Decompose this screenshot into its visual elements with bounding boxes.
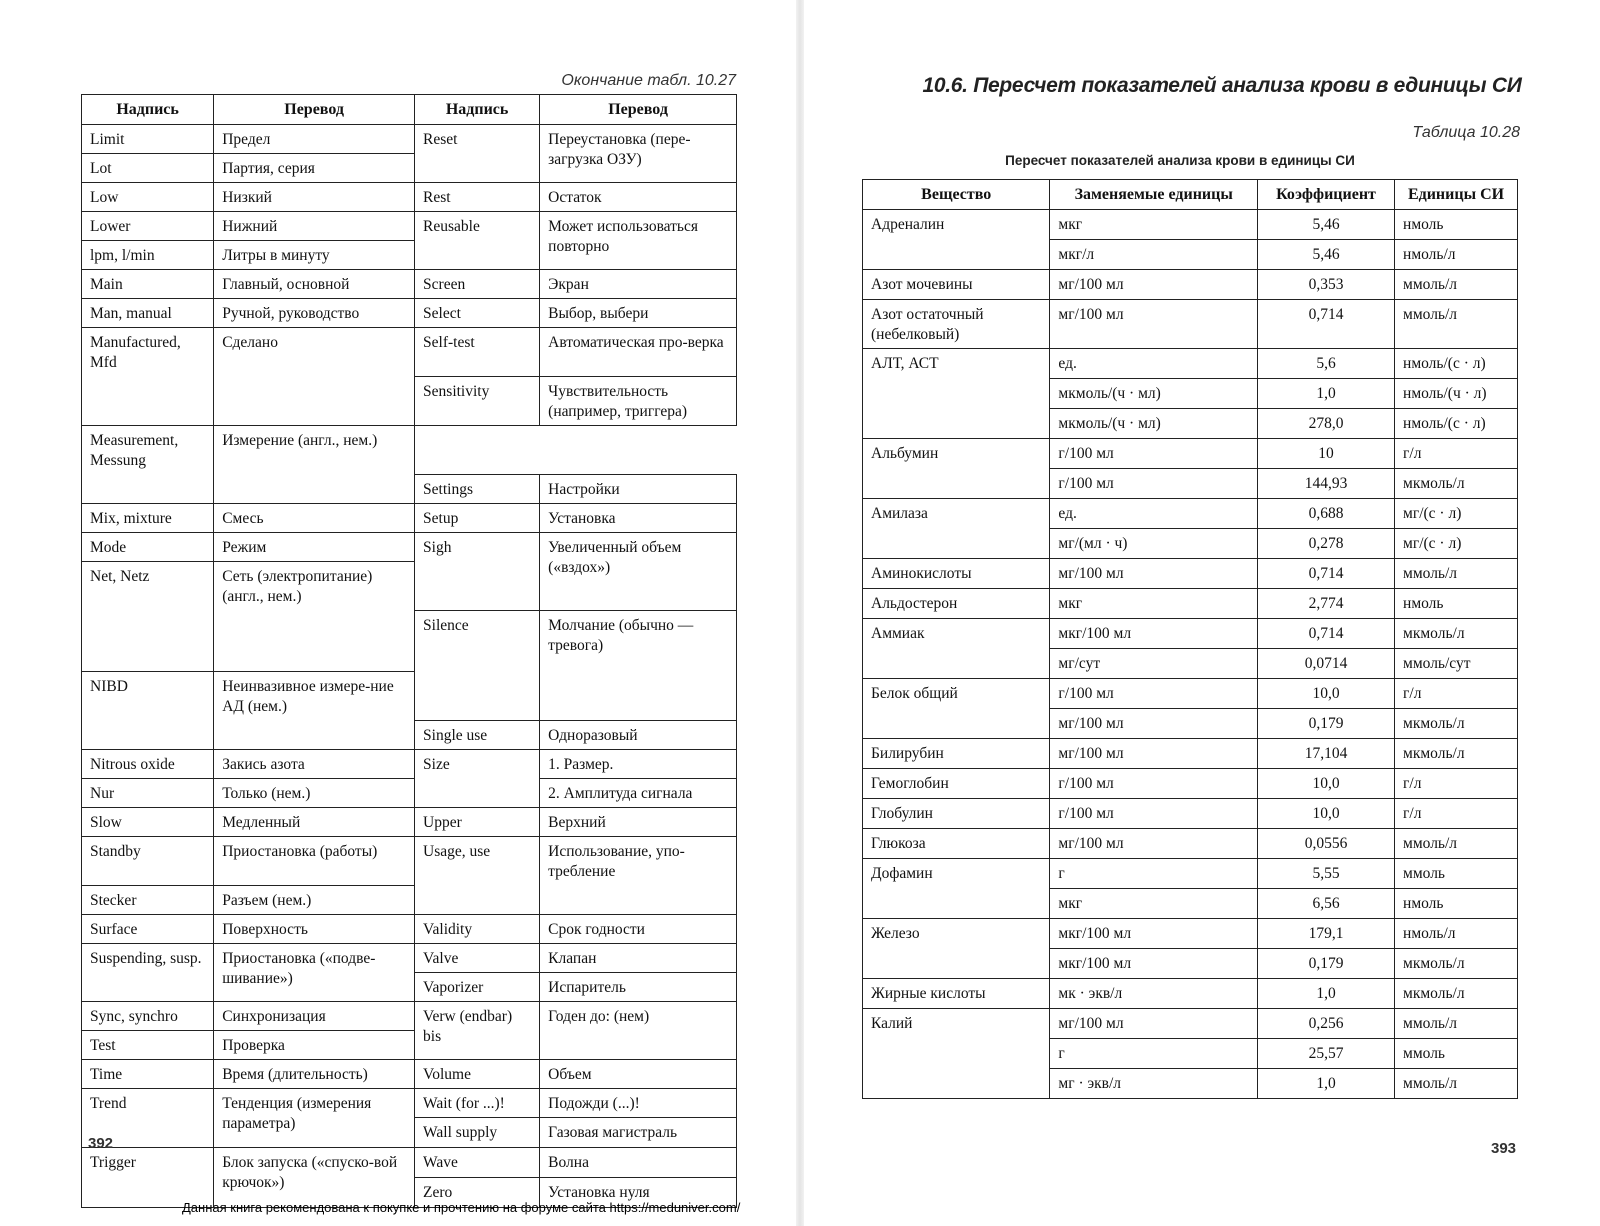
coefficient: 0,714 — [1258, 619, 1395, 649]
replaced-unit: мг/100 мл — [1050, 270, 1258, 300]
table-row — [863, 1009, 1518, 1039]
substance-name: Глобулин — [863, 799, 1050, 829]
coefficient: 0,688 — [1258, 499, 1395, 529]
coefficient: 25,57 — [1258, 1039, 1395, 1069]
term-label: Rest — [415, 183, 540, 212]
replaced-unit: мкмоль/(ч · мл) — [1050, 409, 1258, 439]
term-label: Manufactured, Mfd — [82, 328, 214, 426]
term-translation: Использование, упо-требление — [540, 837, 737, 915]
replaced-unit: мкг/100 мл — [1050, 949, 1258, 979]
table-row — [863, 300, 1518, 349]
substance-name: Жирные кислоты — [863, 979, 1050, 1009]
term-translation: 2. Амплитуда сигнала — [540, 779, 737, 808]
term-label: Time — [82, 1060, 214, 1089]
table-row — [863, 559, 1518, 589]
term-label: Volume — [415, 1060, 540, 1089]
table-row — [82, 299, 737, 328]
si-unit: г/л — [1395, 679, 1518, 709]
term-label: Validity — [415, 915, 540, 944]
replaced-unit: г — [1050, 859, 1258, 889]
term-translation: Блок запуска («спуско-вой крючок») — [214, 1148, 415, 1208]
coefficient: 179,1 — [1258, 919, 1395, 949]
term-translation: Только (нем.) — [214, 779, 415, 808]
replaced-unit: мг/100 мл — [1050, 829, 1258, 859]
term-translation: Испаритель — [540, 973, 737, 1002]
table-row — [82, 750, 737, 779]
term-label: Standby — [82, 837, 214, 886]
replaced-unit: мкмоль/(ч · мл) — [1050, 379, 1258, 409]
term-translation: Низкий — [214, 183, 415, 212]
substance-name: Азот мочевины — [863, 270, 1050, 300]
term-label: Single use — [415, 721, 540, 750]
replaced-unit: г/100 мл — [1050, 769, 1258, 799]
term-label: Setup — [415, 504, 540, 533]
coefficient: 0,278 — [1258, 529, 1395, 559]
si-unit: мг/(с · л) — [1395, 529, 1518, 559]
term-translation: Выбор, выбери — [540, 299, 737, 328]
table-row — [863, 499, 1518, 529]
term-label: Stecker — [82, 886, 214, 915]
coefficient: 0,714 — [1258, 300, 1395, 349]
header-translation-1: Перевод — [214, 95, 415, 125]
substance-name: АЛТ, АСТ — [863, 349, 1050, 439]
si-unit: ммоль/л — [1395, 1069, 1518, 1099]
coefficient: 2,774 — [1258, 589, 1395, 619]
term-translation: Остаток — [540, 183, 737, 212]
si-unit: нмоль/(с · л) — [1395, 409, 1518, 439]
si-unit: мкмоль/л — [1395, 619, 1518, 649]
term-label: Trigger — [82, 1148, 214, 1208]
term-label: Sensitivity — [415, 377, 540, 426]
replaced-unit: мг/(мл · ч) — [1050, 529, 1258, 559]
term-label: lpm, l/min — [82, 241, 214, 270]
table-row — [82, 779, 737, 808]
table-row — [82, 915, 737, 944]
page-number: 393 — [1491, 1140, 1517, 1157]
si-unit: нмоль — [1395, 210, 1518, 240]
si-conversion-table — [862, 179, 1518, 1099]
glossary-table — [81, 94, 737, 1208]
term-translation: Приостановка (работы) — [214, 837, 415, 886]
term-translation: Разъем (нем.) — [214, 886, 415, 915]
footer-note: Данная книга рекомендована к покупке и прочтению на форуме сайта https://meduniver.com/ — [182, 1200, 741, 1215]
coefficient: 1,0 — [1258, 379, 1395, 409]
term-translation: Срок годности — [540, 915, 737, 944]
si-unit: нмоль/(с · л) — [1395, 349, 1518, 379]
si-unit: ммоль/л — [1395, 270, 1518, 300]
coefficient: 5,46 — [1258, 210, 1395, 240]
header-translation-2: Перевод — [540, 95, 737, 125]
term-translation: Установка нуля — [540, 1178, 737, 1208]
substance-name: Азот остаточный (небелковый) — [863, 300, 1050, 349]
term-translation: Клапан — [540, 944, 737, 973]
coefficient: 0,256 — [1258, 1009, 1395, 1039]
coefficient: 0,0556 — [1258, 829, 1395, 859]
term-label: Net, Netz — [82, 562, 214, 672]
term-label: Vaporizer — [415, 973, 540, 1002]
table-row — [863, 619, 1518, 649]
term-translation: Литры в минуту — [214, 241, 415, 270]
term-label: Lower — [82, 212, 214, 241]
substance-name: Аммиак — [863, 619, 1050, 679]
term-label: Test — [82, 1031, 214, 1060]
replaced-unit: г/100 мл — [1050, 799, 1258, 829]
replaced-unit: г/100 мл — [1050, 679, 1258, 709]
si-unit: ммоль — [1395, 1039, 1518, 1069]
term-label: Select — [415, 299, 540, 328]
term-translation: Сеть (электропитание) (англ., нем.) — [214, 562, 415, 672]
table-row — [82, 328, 737, 377]
term-label: Suspending, susp. — [82, 944, 214, 1002]
table-row — [82, 504, 737, 533]
term-translation: Приостановка («подве-шивание») — [214, 944, 415, 1002]
table-row — [863, 769, 1518, 799]
table-row — [82, 270, 737, 299]
replaced-unit: мкг — [1050, 210, 1258, 240]
term-translation: 1. Размер. — [540, 750, 737, 779]
table-row — [82, 533, 737, 562]
term-translation: Автоматическая про-верка — [540, 328, 737, 377]
term-translation: Медленный — [214, 808, 415, 837]
si-unit: ммоль/л — [1395, 1009, 1518, 1039]
term-label: NIBD — [82, 672, 214, 750]
term-label: Self-test — [415, 328, 540, 377]
table-row — [863, 829, 1518, 859]
substance-name: Гемоглобин — [863, 769, 1050, 799]
term-translation: Тенденция (измерения параметра) — [214, 1089, 415, 1148]
table-row — [863, 859, 1518, 889]
term-label: Sync, synchro — [82, 1002, 214, 1031]
replaced-unit: мг/100 мл — [1050, 739, 1258, 769]
term-label: Verw (endbar) bis — [415, 1002, 540, 1060]
table-row — [863, 270, 1518, 300]
header-replaced-units: Заменяемые единицы — [1050, 180, 1258, 210]
coefficient: 0,179 — [1258, 949, 1395, 979]
term-translation: Установка — [540, 504, 737, 533]
table-row — [863, 439, 1518, 469]
header-label-2: Надпись — [415, 95, 540, 125]
term-label: Limit — [82, 125, 214, 154]
si-unit: ммоль/л — [1395, 559, 1518, 589]
coefficient: 10,0 — [1258, 679, 1395, 709]
table-row — [82, 944, 737, 973]
si-unit: г/л — [1395, 439, 1518, 469]
term-label: Screen — [415, 270, 540, 299]
term-translation: Нижний — [214, 212, 415, 241]
table-row — [82, 426, 737, 475]
term-translation: Синхронизация — [214, 1002, 415, 1031]
coefficient: 10,0 — [1258, 799, 1395, 829]
term-label: Nitrous oxide — [82, 750, 214, 779]
term-translation: Проверка — [214, 1031, 415, 1060]
table-continuation-caption: Окончание табл. 10.27 — [561, 72, 736, 89]
term-label: Sigh — [415, 533, 540, 611]
term-label: Surface — [82, 915, 214, 944]
replaced-unit: мг/сут — [1050, 649, 1258, 679]
term-translation: Молчание (обычно — тревога) — [540, 611, 737, 721]
term-translation: Измерение (англ., нем.) — [214, 426, 415, 504]
coefficient: 0,353 — [1258, 270, 1395, 300]
si-unit: мкмоль/л — [1395, 979, 1518, 1009]
term-translation: Поверхность — [214, 915, 415, 944]
substance-name: Билирубин — [863, 739, 1050, 769]
coefficient: 5,46 — [1258, 240, 1395, 270]
coefficient: 0,179 — [1258, 709, 1395, 739]
coefficient: 0,714 — [1258, 559, 1395, 589]
table-row — [82, 1002, 737, 1031]
substance-name: Аминокислоты — [863, 559, 1050, 589]
coefficient: 17,104 — [1258, 739, 1395, 769]
si-unit: ммоль — [1395, 859, 1518, 889]
term-label: Main — [82, 270, 214, 299]
header-label-1: Надпись — [82, 95, 214, 125]
term-translation: Экран — [540, 270, 737, 299]
term-label: Slow — [82, 808, 214, 837]
term-label: Reset — [415, 125, 540, 183]
term-translation: Сделано — [214, 328, 415, 426]
replaced-unit: мг/100 мл — [1050, 1009, 1258, 1039]
term-label: Lot — [82, 154, 214, 183]
term-label: Mode — [82, 533, 214, 562]
si-unit: мг/(с · л) — [1395, 499, 1518, 529]
coefficient: 278,0 — [1258, 409, 1395, 439]
substance-name: Альбумин — [863, 439, 1050, 499]
term-translation: Смесь — [214, 504, 415, 533]
term-translation: Время (длительность) — [214, 1060, 415, 1089]
replaced-unit: мкг — [1050, 589, 1258, 619]
term-label: Valve — [415, 944, 540, 973]
si-unit: мкмоль/л — [1395, 739, 1518, 769]
term-label: Silence — [415, 611, 540, 721]
table-row — [82, 1089, 737, 1118]
replaced-unit: мг/100 мл — [1050, 300, 1258, 349]
si-unit: нмоль/л — [1395, 919, 1518, 949]
term-label: Usage, use — [415, 837, 540, 915]
coefficient: 1,0 — [1258, 1069, 1395, 1099]
coefficient: 1,0 — [1258, 979, 1395, 1009]
si-unit: нмоль/(ч · л) — [1395, 379, 1518, 409]
term-translation: Увеличенный объем («вздох») — [540, 533, 737, 611]
substance-name: Белок общий — [863, 679, 1050, 739]
term-translation: Газовая магистраль — [540, 1118, 737, 1148]
header-coefficient: Коэффициент — [1258, 180, 1395, 210]
replaced-unit: мкг/100 мл — [1050, 919, 1258, 949]
si-unit: г/л — [1395, 799, 1518, 829]
table-row — [863, 919, 1518, 949]
term-label: Low — [82, 183, 214, 212]
header-si-units: Единицы СИ — [1395, 180, 1518, 210]
table-title: Пересчет показателей анализа крови в единицы СИ — [1005, 153, 1355, 168]
term-label: Mix, mixture — [82, 504, 214, 533]
term-translation: Годен до: (нем) — [540, 1002, 737, 1060]
term-translation: Волна — [540, 1148, 737, 1178]
term-label: Upper — [415, 808, 540, 837]
coefficient: 5,6 — [1258, 349, 1395, 379]
replaced-unit: ед. — [1050, 499, 1258, 529]
si-unit: ммоль/л — [1395, 829, 1518, 859]
si-unit: мкмоль/л — [1395, 469, 1518, 499]
replaced-unit: г/100 мл — [1050, 469, 1258, 499]
substance-name: Адреналин — [863, 210, 1050, 270]
table-row — [863, 210, 1518, 240]
si-unit: нмоль — [1395, 589, 1518, 619]
si-unit: мкмоль/л — [1395, 709, 1518, 739]
term-translation: Закись азота — [214, 750, 415, 779]
term-label: Trend — [82, 1089, 214, 1148]
coefficient: 10 — [1258, 439, 1395, 469]
header-substance: Вещество — [863, 180, 1050, 210]
table-row — [82, 837, 737, 886]
table-row — [82, 1060, 737, 1089]
section-title: 10.6. Пересчет показателей анализа крови в единицы СИ — [922, 74, 1522, 97]
si-unit: г/л — [1395, 769, 1518, 799]
replaced-unit: ед. — [1050, 349, 1258, 379]
coefficient: 144,93 — [1258, 469, 1395, 499]
si-unit: мкмоль/л — [1395, 949, 1518, 979]
term-label: Wall supply — [415, 1118, 540, 1148]
table-row — [863, 679, 1518, 709]
table-row — [82, 808, 737, 837]
term-translation: Подожди (...)! — [540, 1089, 737, 1118]
table-row — [863, 349, 1518, 379]
substance-name: Железо — [863, 919, 1050, 979]
term-translation: Настройки — [540, 475, 737, 504]
term-label: Zero — [415, 1178, 540, 1208]
page-number: 392 — [88, 1135, 114, 1152]
coefficient: 10,0 — [1258, 769, 1395, 799]
table-row — [82, 212, 737, 241]
term-translation: Неинвазивное измере-ние АД (нем.) — [214, 672, 415, 750]
si-unit: ммоль/сут — [1395, 649, 1518, 679]
substance-name: Глюкоза — [863, 829, 1050, 859]
replaced-unit: мкг/100 мл — [1050, 619, 1258, 649]
replaced-unit: г/100 мл — [1050, 439, 1258, 469]
table-row — [82, 1148, 737, 1178]
coefficient: 0,0714 — [1258, 649, 1395, 679]
term-translation: Главный, основной — [214, 270, 415, 299]
replaced-unit: мг · экв/л — [1050, 1069, 1258, 1099]
replaced-unit: мг/100 мл — [1050, 709, 1258, 739]
substance-name: Альдостерон — [863, 589, 1050, 619]
term-label: Nur — [82, 779, 214, 808]
table-row — [82, 183, 737, 212]
table-row — [863, 799, 1518, 829]
table-row — [82, 125, 737, 154]
term-label: Man, manual — [82, 299, 214, 328]
term-label: Measurement, Messung — [82, 426, 214, 504]
substance-name: Амилаза — [863, 499, 1050, 559]
term-translation: Ручной, руководство — [214, 299, 415, 328]
table-number: Таблица 10.28 — [1412, 124, 1520, 141]
term-translation: Переустановка (пере-загрузка ОЗУ) — [540, 125, 737, 183]
coefficient: 5,55 — [1258, 859, 1395, 889]
term-translation: Режим — [214, 533, 415, 562]
term-translation: Партия, серия — [214, 154, 415, 183]
term-translation: Верхний — [540, 808, 737, 837]
si-unit: нмоль — [1395, 889, 1518, 919]
table-row — [863, 979, 1518, 1009]
term-label: Wave — [415, 1148, 540, 1178]
term-translation: Чувствительность (например, триггера) — [540, 377, 737, 426]
si-unit: ммоль/л — [1395, 300, 1518, 349]
term-label: Size — [415, 750, 540, 808]
right-page — [800, 0, 1600, 1226]
term-label: Settings — [415, 475, 540, 504]
table-row — [863, 739, 1518, 769]
replaced-unit: мкг — [1050, 889, 1258, 919]
replaced-unit: г — [1050, 1039, 1258, 1069]
substance-name: Калий — [863, 1009, 1050, 1099]
term-translation: Предел — [214, 125, 415, 154]
si-unit: нмоль/л — [1395, 240, 1518, 270]
coefficient: 6,56 — [1258, 889, 1395, 919]
replaced-unit: мг/100 мл — [1050, 559, 1258, 589]
term-label: Reusable — [415, 212, 540, 270]
replaced-unit: мк · экв/л — [1050, 979, 1258, 1009]
replaced-unit: мкг/л — [1050, 240, 1258, 270]
term-translation: Объем — [540, 1060, 737, 1089]
term-translation: Может использоваться повторно — [540, 212, 737, 270]
term-label: Wait (for ...)! — [415, 1089, 540, 1118]
table-row — [863, 589, 1518, 619]
term-translation: Одноразовый — [540, 721, 737, 750]
substance-name: Дофамин — [863, 859, 1050, 919]
